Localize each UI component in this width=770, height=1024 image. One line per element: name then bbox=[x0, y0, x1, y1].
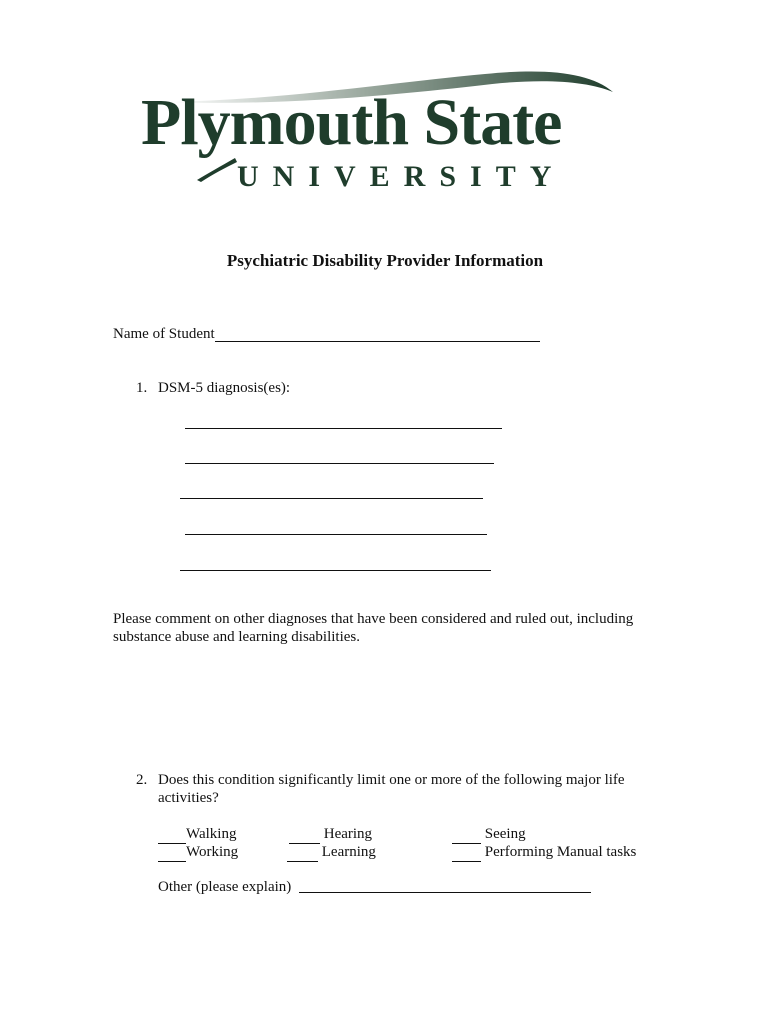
option-hearing bbox=[289, 825, 372, 844]
learning-label: Learning bbox=[321, 844, 376, 860]
manual-tasks-checkbox[interactable] bbox=[452, 843, 481, 862]
diagnosis-field-5[interactable] bbox=[180, 570, 491, 571]
comment-prompt-line-1: Please comment on other diagnoses that have been considered and ruled out, including bbox=[113, 611, 634, 627]
manual-tasks-label: Performing Manual tasks bbox=[484, 844, 637, 860]
seeing-checkbox[interactable] bbox=[452, 825, 481, 844]
student-name-label: Name of Student bbox=[113, 326, 215, 342]
q1-label: DSM-5 diagnosis(es): bbox=[158, 380, 291, 396]
learning-checkbox[interactable] bbox=[287, 843, 318, 862]
logo-subtitle: UNIVERSITY bbox=[237, 160, 566, 193]
seeing-label: Seeing bbox=[484, 826, 526, 842]
walking-checkbox[interactable] bbox=[158, 825, 186, 844]
university-logo bbox=[135, 62, 635, 202]
diagnosis-field-2[interactable] bbox=[185, 463, 494, 464]
comment-prompt-line-2: substance abuse and learning disabilities. bbox=[113, 629, 361, 645]
diagnosis-field-3[interactable] bbox=[180, 498, 483, 499]
q2-line-2: activities? bbox=[158, 790, 219, 806]
q2-number: 2. bbox=[136, 772, 148, 788]
comment-answer-area[interactable] bbox=[113, 655, 658, 755]
option-seeing bbox=[452, 825, 526, 844]
hearing-label: Hearing bbox=[323, 826, 373, 842]
q1-number: 1. bbox=[136, 380, 148, 396]
q2-line-1: Does this condition significantly limit one or more of the following major life bbox=[158, 772, 625, 788]
walking-label: Walking bbox=[186, 826, 237, 842]
other-explain-field[interactable] bbox=[299, 892, 591, 893]
student-name-field[interactable] bbox=[215, 341, 540, 342]
option-walking bbox=[158, 825, 236, 844]
working-label: Working bbox=[186, 844, 239, 860]
working-checkbox[interactable] bbox=[158, 843, 186, 862]
hearing-checkbox[interactable] bbox=[289, 825, 320, 844]
other-label: Other (please explain) bbox=[158, 879, 292, 895]
diagnosis-field-1[interactable] bbox=[185, 428, 502, 429]
option-manual-tasks bbox=[452, 843, 636, 862]
form-title: Psychiatric Disability Provider Information bbox=[226, 251, 544, 270]
option-learning bbox=[287, 843, 376, 862]
diagnosis-field-4[interactable] bbox=[185, 534, 487, 535]
option-working bbox=[158, 843, 238, 862]
logo-wordmark: Plymouth State bbox=[141, 86, 562, 159]
